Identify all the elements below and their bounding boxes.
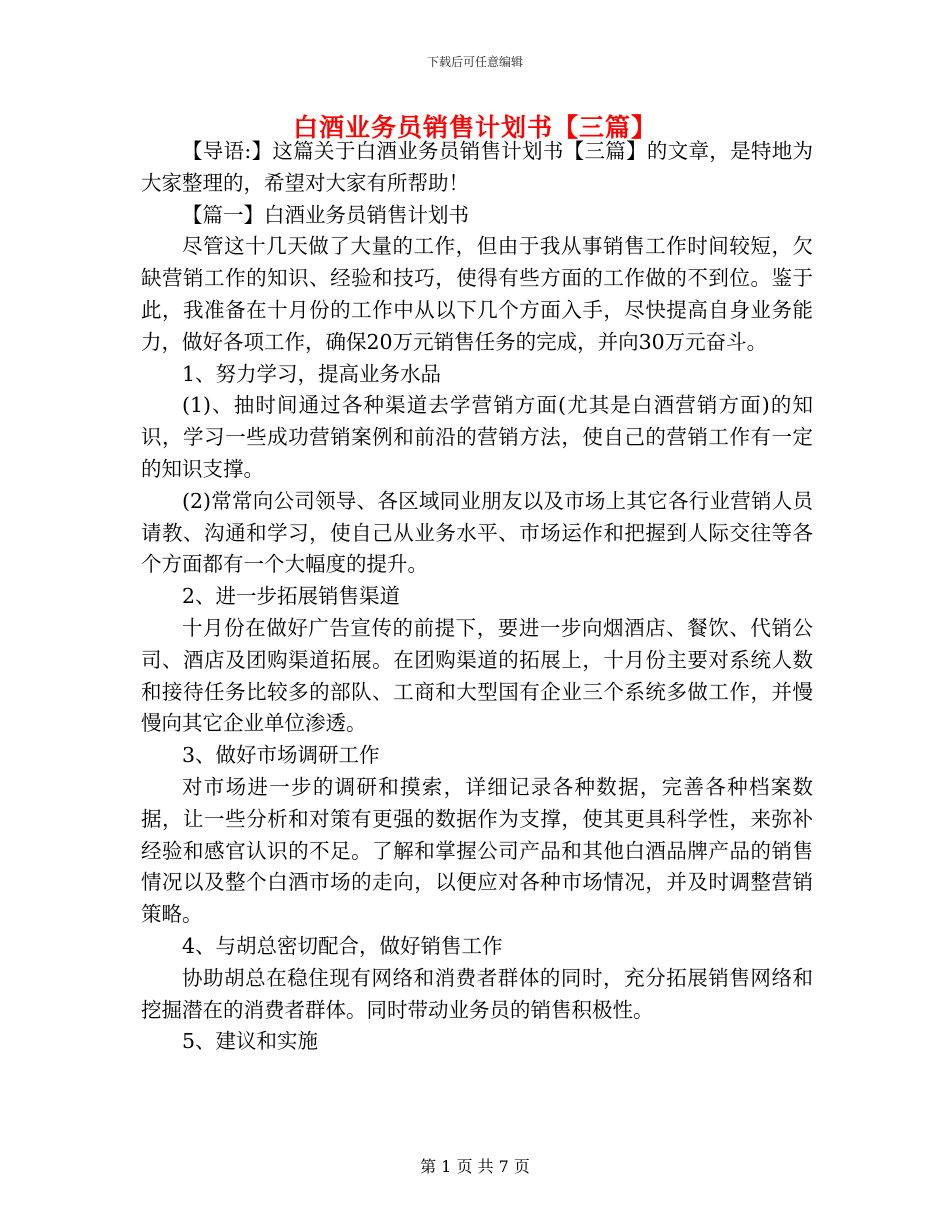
item-heading: 3、做好市场调研工作 [182, 743, 380, 768]
item-heading: 5、建议和实施 [182, 1029, 319, 1054]
body-paragraph: 尽管这十几天做了大量的工作，但由于我从事销售工作时间较短，欠缺营销工作的知识、经验和技巧，使得有些方面的工作做的不到位。鉴于此，我准备在十月份的工作中从以下几个方面入手，尽快提高自身业务能力，做好各项工作，确保20万元销售任务的完成，并向30万元奋斗。 [141, 234, 813, 354]
body-paragraph: 对市场进一步的调研和摸索，详细记录各种数据，完善各种档案数据，让一些分析和对策有更强的数据作为支撑，使其更具科学性，来弥补经验和感官认识的不足。了解和掌握公司产品和其他白酒品牌产品的销售情况以及整个白酒市场的走向，以便应对各种市场情况，并及时调整营销策略。 [141, 774, 813, 927]
section-heading: 【篇一】白酒业务员销售计划书 [182, 202, 469, 227]
body-paragraph: 协助胡总在稳住现有网络和消费者群体的同时，充分拓展销售网络和挖掘潜在的消费者群体。同时带动业务员的销售积极性。 [141, 965, 813, 1022]
body-paragraph: 十月份在做好广告宣传的前提下，要进一步向烟酒店、餐饮、代销公司、酒店及团购渠道拓展。在团购渠道的拓展上，十月份主要对系统人数和接待任务比较多的部队、工商和大型国有企业三个系统多做工作，并慢慢向其它企业单位渗透。 [141, 615, 813, 736]
body-paragraph: (1)、抽时间通过各种渠道去学营销方面(尤其是白酒营销方面)的知识，学习一些成功营销案例和前沿的营销方法，使自己的营销工作有一定的知识支撑。 [141, 393, 813, 481]
intro-paragraph: 【导语:】这篇关于白酒业务员销售计划书【三篇】的文章，是特地为大家整理的，希望对大家有所帮助！ [141, 139, 813, 195]
item-heading: 2、进一步拓展销售渠道 [182, 584, 401, 609]
item-heading: 1、努力学习，提高业务水品 [182, 361, 442, 386]
body-paragraph: (2)常常向公司领导、各区域同业朋友以及市场上其它各行业营销人员请教、沟通和学习，使自己从业务水平、市场运作和把握到人际交往等各个方面都有一个大幅度的提升。 [141, 488, 813, 577]
item-heading: 4、与胡总密切配合，做好销售工作 [182, 933, 503, 958]
document-title: 白酒业务员销售计划书【三篇】 [292, 113, 657, 142]
document-body [141, 136, 813, 1058]
page-number-footer: 第 1 页 共 7 页 [420, 1157, 530, 1176]
header-note: 下载后可任意编辑 [426, 55, 523, 69]
